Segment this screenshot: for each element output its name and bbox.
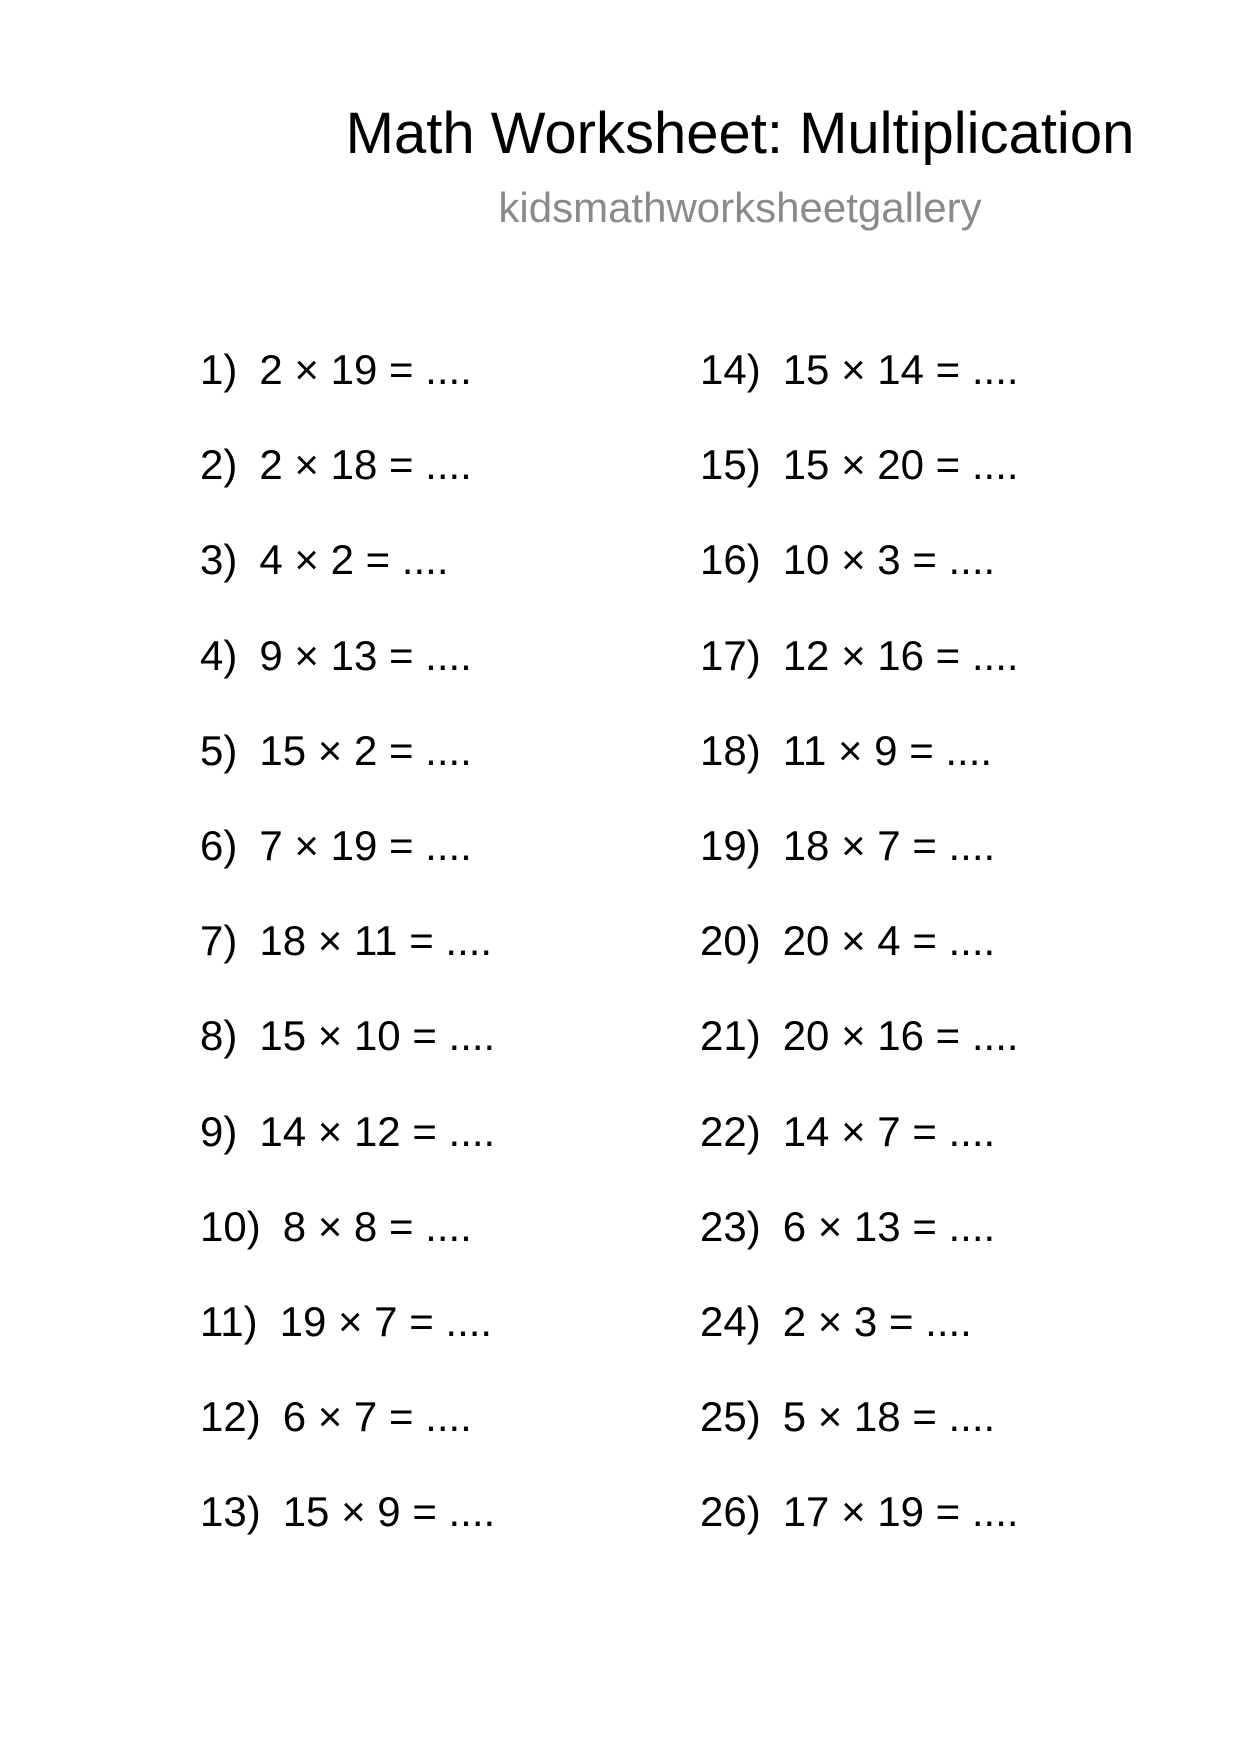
- problem-item: [700, 535, 1019, 630]
- problem-item: [200, 916, 495, 1011]
- problem-expression: 15 × 20 = ....: [782, 441, 1019, 489]
- problem-number: 8): [200, 1012, 238, 1060]
- problem-item: [700, 916, 1019, 1011]
- problem-number: 23): [700, 1202, 761, 1250]
- problem-expression: 12 × 16 = ....: [782, 631, 1019, 679]
- problem-item: [700, 1011, 1019, 1106]
- problem-number: 10): [200, 1202, 261, 1250]
- problem-item: [200, 1107, 495, 1202]
- problem-item: [700, 1107, 1019, 1202]
- problem-expression: 2 × 18 = ....: [259, 441, 472, 489]
- problem-expression: 18 × 11 = ....: [259, 917, 493, 965]
- problem-item: [200, 1011, 495, 1106]
- problem-item: [700, 1487, 1019, 1582]
- worksheet-title: Math Worksheet: Multiplication: [345, 101, 1135, 166]
- problem-expression: 10 × 3 = ....: [782, 536, 996, 584]
- problem-expression: 14 × 7 = ....: [782, 1107, 996, 1155]
- problem-item: [200, 1392, 495, 1487]
- problem-item: [700, 440, 1019, 535]
- problem-expression: 15 × 14 = ....: [782, 346, 1019, 393]
- problem-expression: 20 × 16 = ....: [782, 1012, 1019, 1060]
- problem-number: 20): [700, 917, 761, 965]
- problem-item: [200, 1297, 495, 1392]
- problem-number: 1): [200, 346, 238, 393]
- problem-item: [200, 1487, 495, 1582]
- problem-expression: 15 × 9 = ....: [282, 1488, 496, 1536]
- problem-item: [200, 631, 495, 726]
- problem-item: [700, 631, 1019, 726]
- problem-item: [700, 821, 1019, 916]
- problem-expression: 17 × 19 = ....: [782, 1488, 1019, 1536]
- problem-number: 7): [200, 917, 238, 965]
- problem-number: 19): [700, 821, 761, 869]
- problem-item: [200, 821, 495, 916]
- problem-expression: 15 × 2 = ....: [259, 726, 472, 774]
- problem-item: [700, 345, 1019, 440]
- problem-expression: 6 × 7 = ....: [282, 1393, 472, 1441]
- problem-expression: 14 × 12 = ....: [259, 1107, 496, 1155]
- problem-number: 13): [200, 1488, 261, 1536]
- problem-item: [700, 1392, 1019, 1487]
- problem-number: 17): [700, 631, 761, 679]
- problem-expression: 6 × 13 = ....: [782, 1202, 996, 1250]
- problem-number: 2): [200, 441, 238, 489]
- problem-column-left: [200, 345, 495, 1582]
- problem-item: [700, 1297, 1019, 1392]
- problem-item: [700, 726, 1019, 821]
- problem-list: [200, 345, 1100, 1545]
- problem-expression: 2 × 3 = ....: [782, 1297, 972, 1345]
- problem-expression: 8 × 8 = ....: [282, 1202, 472, 1250]
- problem-item: [200, 440, 495, 535]
- problem-expression: 18 × 7 = ....: [782, 821, 996, 869]
- problem-item: [700, 1202, 1019, 1297]
- problem-expression: 11 × 9 = ....: [782, 726, 993, 774]
- problem-expression: 20 × 4 = ....: [782, 917, 996, 965]
- problem-number: 6): [200, 821, 238, 869]
- worksheet-subtitle: kidsmathworksheetgallery: [498, 184, 982, 231]
- problem-number: 25): [700, 1393, 761, 1441]
- problem-number: 9): [200, 1107, 238, 1155]
- problem-number: 26): [700, 1488, 761, 1536]
- problem-number: 12): [200, 1393, 261, 1441]
- problem-column-right: [700, 345, 1019, 1582]
- problem-number: 3): [200, 536, 238, 584]
- problem-number: 11): [200, 1297, 258, 1345]
- problem-item: [200, 1202, 495, 1297]
- problem-item: [200, 726, 495, 821]
- problem-number: 14): [700, 346, 761, 393]
- problem-number: 21): [700, 1012, 761, 1060]
- problem-number: 5): [200, 726, 238, 774]
- problem-number: 15): [700, 441, 761, 489]
- problem-expression: 2 × 19 = ....: [259, 346, 472, 393]
- problem-number: 22): [700, 1107, 761, 1155]
- problem-item: [200, 535, 495, 630]
- problem-expression: 15 × 10 = ....: [259, 1012, 496, 1060]
- problem-expression: 7 × 19 = ....: [259, 821, 472, 869]
- problem-expression: 5 × 18 = ....: [782, 1393, 996, 1441]
- problem-number: 24): [700, 1297, 761, 1345]
- problem-expression: 4 × 2 = ....: [259, 536, 449, 584]
- problem-number: 4): [200, 631, 238, 679]
- problem-number: 16): [700, 536, 761, 584]
- problem-item: [200, 345, 495, 440]
- problem-expression: 19 × 7 = ....: [279, 1297, 493, 1345]
- problem-expression: 9 × 13 = ....: [259, 631, 472, 679]
- problem-number: 18): [700, 726, 761, 774]
